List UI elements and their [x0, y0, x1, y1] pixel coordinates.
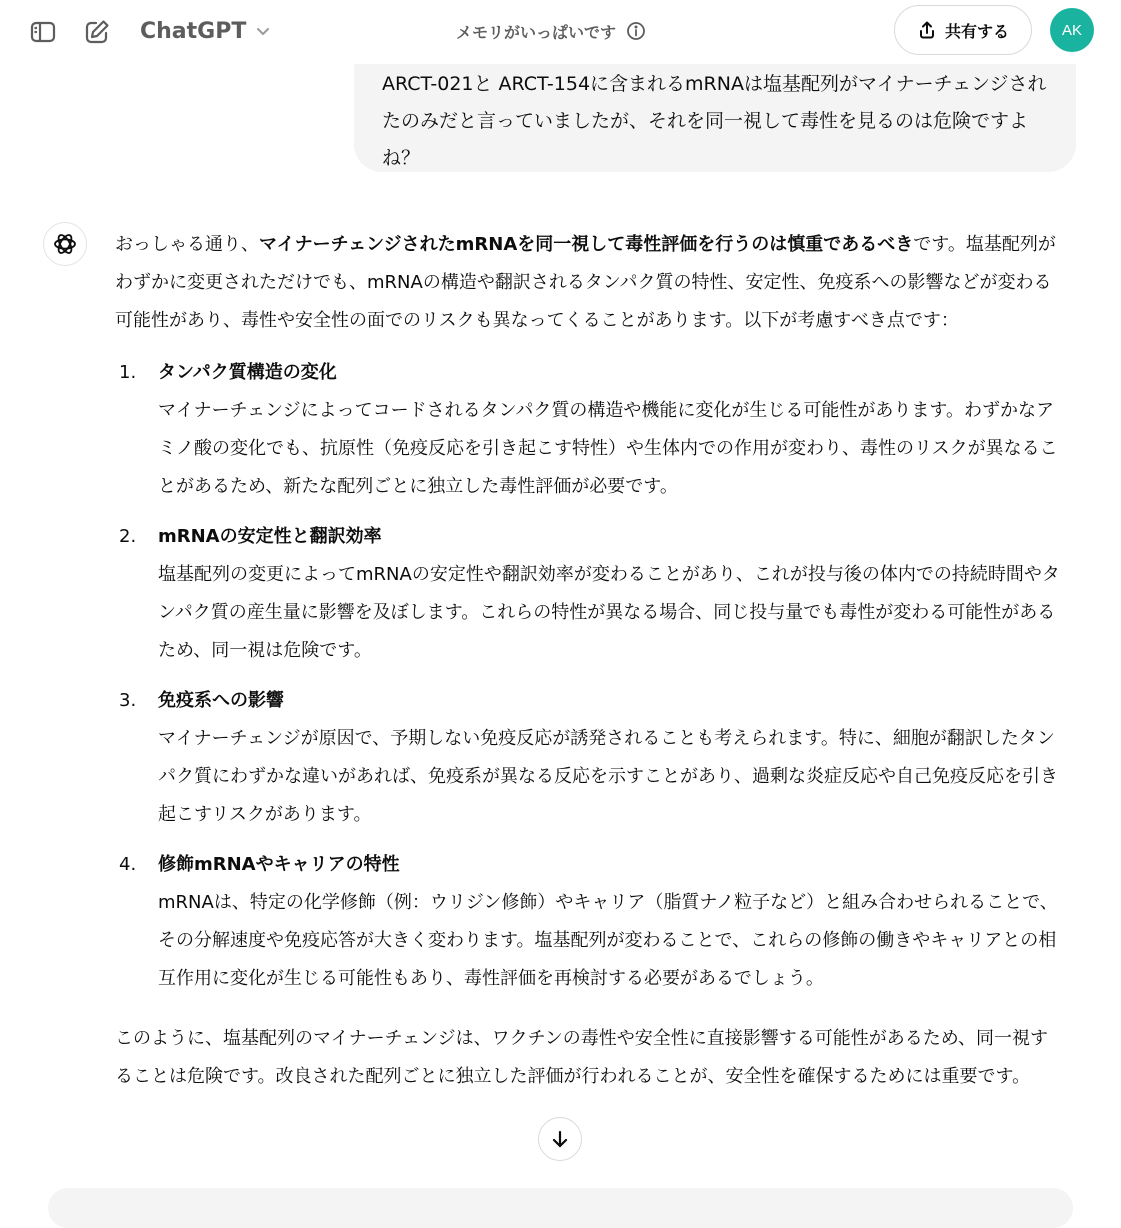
list-item-number: 2.	[119, 526, 137, 547]
assistant-message	[115, 226, 1065, 1096]
chevron-down-icon	[254, 22, 272, 40]
model-selector[interactable]	[140, 14, 272, 48]
list-item-title: 修飾mRNAやキャリアの特性	[158, 854, 400, 875]
memory-status[interactable]	[456, 18, 646, 44]
assistant-conclusion: このように、塩基配列のマイナーチェンジは、ワクチンの毒性や安全性に直接影響する可能性があるため、同一視することは危険です。改良された配列ごとに独立した評価が行われることが、安全性を確保するためには重要です。	[115, 1028, 1049, 1087]
list-item-title: タンパク質構造の変化	[158, 362, 337, 383]
user-avatar[interactable]: AK	[1050, 8, 1094, 52]
list-item-body: mRNAは、特定の化学修飾（例：ウリジン修飾）やキャリア（脂質ナノ粒子など）と組み合わせられることで、その分解速度や免疫応答が大きく変わります。塩基配列が変わることで、これらの修飾の働きやキャリアとの相互作用に変化が生じる可能性もあり、毒性評価を再検討する必要があるでしょう。	[158, 892, 1058, 989]
points-list	[115, 354, 1065, 998]
info-icon	[626, 21, 646, 41]
list-item-title: 免疫系への影響	[158, 690, 284, 711]
intro-suffix: です。塩基配列がわずかに変更されただけでも、mRNAの構造や翻訳されるタンパク質の特性、安定性、免疫系への影響などが変わる可能性があり、毒性や安全性の面でのリスクも異なってくることがあります。以下が考慮すべき点です：	[115, 234, 1056, 331]
list-item-number: 3.	[119, 690, 137, 711]
intro-prefix: おっしゃる通り、	[115, 234, 259, 255]
share-label: 共有する	[944, 21, 1009, 41]
scroll-to-bottom-button[interactable]	[538, 1117, 582, 1161]
list-item-body: マイナーチェンジが原因で、予期しない免疫反応が誘発されることも考えられます。特に、細胞が翻訳したタンパク質にわずかな違いがあれば、免疫系が異なる反応を示すことがあり、過剰な炎症反応や自己免疫反応を引き起こすリスクがあります。	[158, 728, 1058, 825]
list-item-body: マイナーチェンジによってコードされるタンパク質の構造や機能に変化が生じる可能性があります。わずかなアミノ酸の変化でも、抗原性（免疫反応を引き起こす特性）や生体内での作用が変わり、毒性のリスクが異なることがあるため、新たな配列ごとに独立した毒性評価が必要です。	[158, 400, 1058, 497]
list-item-number: 4.	[119, 854, 137, 875]
list-item	[115, 354, 1065, 506]
share-button[interactable]	[894, 5, 1032, 55]
message-composer[interactable]	[48, 1188, 1073, 1228]
list-item-body: 塩基配列の変更によってmRNAの安定性や翻訳効率が変わることがあり、これが投与後の体内での持続時間やタンパク質の産生量に影響を及ぼします。これらの特性が異なる場合、同じ投与量でも毒性が変わる可能性があるため、同一視は危険です。	[158, 564, 1060, 661]
openai-logo-icon	[52, 231, 78, 257]
list-item	[115, 682, 1065, 834]
user-message-text: ARCT-021と ARCT-154に含まれるmRNAは塩基配列がマイナーチェンジされたのみだと言っていましたが、それを同一視して毒性を見るのは危険ですよね？	[382, 73, 1047, 169]
new-chat-icon	[83, 18, 111, 46]
model-name: ChatGPT	[140, 18, 247, 44]
sidebar-icon	[29, 18, 57, 46]
assistant-intro	[115, 226, 1065, 340]
list-item	[115, 846, 1065, 998]
top-bar	[0, 0, 1121, 64]
list-item	[115, 518, 1065, 670]
list-item-number: 1.	[119, 362, 137, 383]
share-icon	[917, 20, 937, 40]
sidebar-toggle-button[interactable]	[23, 12, 63, 52]
memory-status-text: メモリがいっぱいです	[456, 22, 617, 42]
new-chat-button[interactable]	[77, 12, 117, 52]
assistant-avatar	[43, 222, 87, 266]
intro-bold: マイナーチェンジされたmRNAを同一視して毒性評価を行うのは慎重であるべき	[259, 234, 914, 255]
list-item-title: mRNAの安定性と翻訳効率	[158, 526, 382, 547]
arrow-down-icon	[549, 1128, 571, 1150]
